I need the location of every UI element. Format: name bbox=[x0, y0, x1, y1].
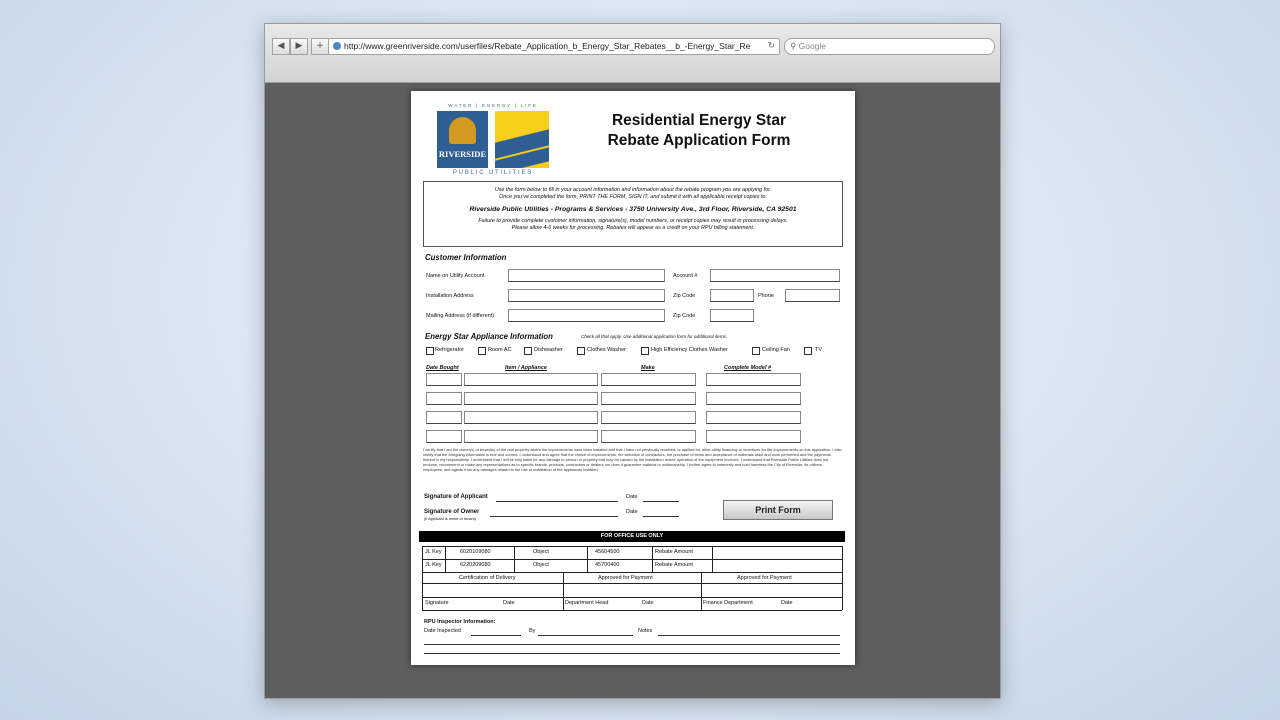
account-field[interactable] bbox=[710, 269, 840, 282]
phone-label: Phone bbox=[758, 293, 774, 299]
logo-tagline: WATER | ENERGY | LIFE bbox=[448, 103, 538, 108]
item-field-1[interactable] bbox=[464, 373, 598, 386]
url-text: http://www.greenriverside.com/userfiles/Rebate_Application_b_Energy_Star_Rebates__b_-Energy_Star_Re bbox=[344, 41, 751, 51]
office-date-label-2: Date bbox=[642, 600, 654, 606]
cert-delivery-label: Certification of Delivery bbox=[459, 575, 516, 581]
owner-date-label: Date bbox=[626, 509, 638, 515]
energy-wave-icon bbox=[495, 111, 549, 168]
notes-line-3[interactable] bbox=[424, 653, 840, 654]
office-signature-label: Signature bbox=[425, 600, 449, 606]
office-row1-code: 6020109080 bbox=[460, 549, 491, 555]
make-field-2[interactable] bbox=[601, 392, 696, 405]
owner-signature-line[interactable] bbox=[490, 516, 618, 517]
bell-seal-icon bbox=[437, 111, 488, 168]
date-bought-field-1[interactable] bbox=[426, 373, 462, 386]
search-input[interactable] bbox=[784, 38, 995, 55]
date-bought-field-2[interactable] bbox=[426, 392, 462, 405]
dishwasher-checkbox[interactable] bbox=[524, 347, 532, 355]
approved-payment-label-1: Approved for Payment bbox=[598, 575, 653, 581]
applicant-signature-line[interactable] bbox=[496, 501, 618, 502]
form-title bbox=[569, 111, 829, 151]
col-model: Complete Model # bbox=[724, 365, 772, 371]
intro-line4: Please allow 4-6 weeks for processing. Rebates will appear as a credit on your RPU billing statement. bbox=[511, 225, 755, 231]
office-row1-object: 45604500 bbox=[595, 549, 620, 555]
clothes-washer-label: Clothes Washer bbox=[587, 347, 626, 353]
search-placeholder: Google bbox=[798, 41, 827, 51]
owner-signature-note: (If Applicant is renter or tenant) bbox=[424, 517, 476, 521]
applicant-date-line[interactable] bbox=[643, 501, 679, 502]
tv-label: TV bbox=[815, 347, 823, 353]
item-field-3[interactable] bbox=[464, 411, 598, 424]
model-field-1[interactable] bbox=[706, 373, 801, 386]
make-field-4[interactable] bbox=[601, 430, 696, 443]
office-date-label-3: Date bbox=[781, 600, 793, 606]
office-row2-object-label: Object bbox=[533, 562, 549, 568]
browser-toolbar bbox=[265, 24, 1000, 83]
notes-line-1[interactable] bbox=[658, 635, 840, 636]
zip-label: Zip Code bbox=[673, 293, 696, 299]
col-date-bought: Date Bought bbox=[426, 365, 459, 371]
dept-head-label: Department Head bbox=[565, 600, 609, 606]
model-field-4[interactable] bbox=[706, 430, 801, 443]
date-inspected-label: Date Inspected bbox=[424, 628, 461, 634]
office-row2-rebate-field[interactable] bbox=[713, 560, 840, 571]
certification-text: I certify that I am the owner(s) or tenant(s) of the real property where the improvements have been installed and that I have not previously received, or applied for, other utility financing or incentives for the improvements on this application. I also certify that the foregoing information is true and correct. I understand and agree that the choice of improvements, the selection of contractors, the purchase of items and acceptance of materials used and work performed and the payments thereof is my responsibility. I understand that I will be fully liable for any damage to person or property that may be caused by the installation and/or operation of the equipment involved. I understand that Riverside Public Utilities does not endorse, recommend or make any representations as to specific brands, products, contractors or dealers nor does it guarantee material or workmanship. I further agree to indemnify and hold harmless the City of Riverside, its officers, employees, and agents from any damages related to the use or installation of the appliances installed. bbox=[423, 447, 842, 473]
applicant-date-label: Date bbox=[626, 494, 638, 500]
customer-heading: Customer Information bbox=[425, 253, 507, 262]
zip-field[interactable] bbox=[710, 289, 754, 302]
inspected-by-line[interactable] bbox=[538, 635, 633, 636]
item-field-2[interactable] bbox=[464, 392, 598, 405]
forward-arrow-icon[interactable]: ▶ bbox=[290, 38, 308, 55]
notes-label: Notes bbox=[638, 628, 653, 634]
room-ac-checkbox[interactable] bbox=[478, 347, 486, 355]
zip2-field[interactable] bbox=[710, 309, 754, 322]
date-bought-field-3[interactable] bbox=[426, 411, 462, 424]
item-field-4[interactable] bbox=[464, 430, 598, 443]
date-inspected-line[interactable] bbox=[471, 635, 521, 636]
back-arrow-icon[interactable]: ◀ bbox=[272, 38, 290, 55]
date-bought-field-4[interactable] bbox=[426, 430, 462, 443]
magnifier-icon: ⚲ bbox=[790, 42, 797, 52]
model-field-3[interactable] bbox=[706, 411, 801, 424]
office-row1-rebate-label: Rebate Amount bbox=[655, 549, 693, 555]
intro-line2: Once you've completed the form, PRINT THE FORM, SIGN IT, and submit it with all applicable receipt copies to: bbox=[499, 194, 767, 200]
bell-icon bbox=[449, 117, 476, 144]
notes-line-2[interactable] bbox=[424, 644, 840, 645]
office-row1-key: JL Key bbox=[425, 549, 442, 555]
office-row2-object: 45700400 bbox=[595, 562, 620, 568]
form-title-line2: Rebate Application Form bbox=[607, 132, 791, 149]
intro-line1: Use the form below to fill in your account information and information about the rebate program you are applying for. bbox=[494, 187, 772, 193]
instructions-box bbox=[423, 181, 843, 247]
inspected-by-label: By bbox=[529, 628, 536, 634]
mailing-address-label: Mailing Address (if different) bbox=[426, 313, 495, 319]
phone-field[interactable] bbox=[785, 289, 840, 302]
make-field-1[interactable] bbox=[601, 373, 696, 386]
model-field-2[interactable] bbox=[706, 392, 801, 405]
install-address-label: Installation Address bbox=[426, 293, 474, 299]
browser-window bbox=[264, 23, 1001, 699]
tv-checkbox[interactable] bbox=[804, 347, 812, 355]
refrigerator-label: Refrigerator bbox=[435, 347, 465, 353]
account-label: Account # bbox=[673, 273, 698, 279]
office-use-bar: FOR OFFICE USE ONLY bbox=[419, 531, 845, 542]
office-row2-key: JL Key bbox=[425, 562, 442, 568]
url-bar[interactable] bbox=[328, 38, 780, 55]
name-field[interactable] bbox=[508, 269, 665, 282]
appliance-heading: Energy Star Appliance Information bbox=[425, 332, 553, 341]
room-ac-label: Room AC bbox=[488, 347, 512, 353]
ceiling-fan-label: Ceiling Fan bbox=[762, 347, 790, 353]
he-clothes-washer-label: High Efficiency Clothes Washer bbox=[651, 347, 728, 353]
col-make: Make bbox=[641, 365, 655, 371]
intro-line3: Failure to provide complete customer information, signature(s), model numbers, or receipt copies may result in processing delays. bbox=[478, 218, 788, 224]
zip2-label: Zip Code bbox=[673, 313, 696, 319]
name-label: Name on Utility Account bbox=[426, 273, 485, 279]
he-clothes-washer-checkbox[interactable] bbox=[641, 347, 649, 355]
print-form-button[interactable]: Print Form bbox=[723, 500, 833, 520]
office-date-label-1: Date bbox=[503, 600, 515, 606]
owner-signature-label: Signature of Owner bbox=[424, 509, 480, 515]
reload-icon[interactable]: ↻ bbox=[767, 41, 775, 51]
office-row2-rebate-label: Rebate Amount bbox=[655, 562, 693, 568]
logo-subtitle: PUBLIC UTILITIES bbox=[452, 170, 534, 176]
appliance-note: Check all that apply. Use additional application form for additional items. bbox=[581, 334, 728, 339]
dishwasher-label: Dishwasher bbox=[534, 347, 563, 353]
intro-org: Riverside Public Utilities - Programs & Services - 3750 University Ave., 3rd Floor, Riverside, CA 92501 bbox=[469, 206, 797, 213]
inspector-heading: RPU Inspector Information: bbox=[424, 619, 496, 625]
plus-icon[interactable]: + bbox=[311, 38, 329, 55]
riverside-logo bbox=[435, 103, 551, 177]
office-row2-code: 6220209080 bbox=[460, 562, 491, 568]
pdf-document bbox=[411, 91, 855, 665]
refrigerator-checkbox[interactable] bbox=[426, 347, 434, 355]
clothes-washer-checkbox[interactable] bbox=[577, 347, 585, 355]
owner-date-line[interactable] bbox=[643, 516, 679, 517]
form-title-line1: Residential Energy Star bbox=[611, 112, 786, 129]
applicant-signature-label: Signature of Applicant bbox=[424, 494, 488, 500]
finance-dept-label: Finance Department bbox=[703, 600, 753, 606]
col-item: Item / Appliance bbox=[505, 365, 547, 371]
make-field-3[interactable] bbox=[601, 411, 696, 424]
approved-payment-label-2: Approved for Payment bbox=[737, 575, 792, 581]
install-address-field[interactable] bbox=[508, 289, 665, 302]
office-row1-rebate-field[interactable] bbox=[713, 547, 840, 558]
office-row1-object-label: Object bbox=[533, 549, 549, 555]
mailing-address-field[interactable] bbox=[508, 309, 665, 322]
logo-city: RIVERSIDE bbox=[438, 149, 487, 159]
globe-icon bbox=[333, 42, 341, 50]
ceiling-fan-checkbox[interactable] bbox=[752, 347, 760, 355]
